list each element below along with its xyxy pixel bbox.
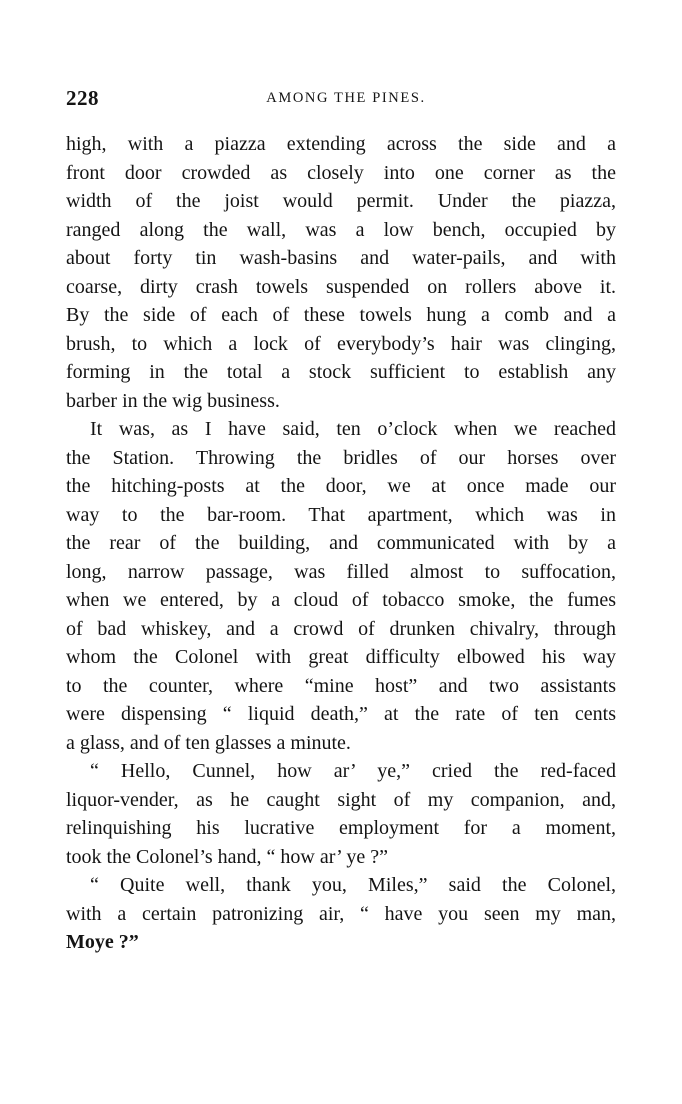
text-line: By the side of each of these towels hung a comb and a	[66, 304, 616, 326]
text-line: forming in the total a stock sufficient to establish any	[66, 361, 616, 383]
text-line: a glass, and of ten glasses a minute.	[66, 731, 351, 754]
running-head	[66, 86, 616, 112]
text-line: It was, as I have said, ten o’clock when we reached	[90, 418, 616, 440]
paragraph	[66, 415, 616, 757]
page-number: 228	[66, 86, 99, 110]
running-head-title: AMONG THE PINES.	[266, 90, 426, 106]
paragraph	[66, 871, 616, 957]
text-line: “ Hello, Cunnel, how ar’ ye,” cried the red-faced	[90, 760, 616, 782]
text-line: whom the Colonel with great difficulty elbowed his way	[66, 646, 616, 668]
text-line: when we entered, by a cloud of tobacco smoke, the fumes	[66, 589, 616, 611]
body-text	[66, 130, 616, 957]
text-line: long, narrow passage, was filled almost to suffocation,	[66, 560, 616, 583]
paragraph	[66, 130, 616, 415]
text-line: front door crowded as closely into one corner as the	[66, 161, 616, 184]
text-line: with a certain patronizing air, “ have you seen my man,	[66, 902, 616, 925]
text-line: took the Colonel’s hand, “ how ar’ ye ?”	[66, 845, 388, 868]
text-line: the Station. Throwing the bridles of our horses over	[66, 446, 616, 469]
text-line: Moye ?”	[66, 931, 139, 953]
text-line: liquor-vender, as he caught sight of my companion, and,	[66, 788, 616, 811]
text-line: barber in the wig business.	[66, 389, 280, 412]
text-line: high, with a piazza extending across the side and a	[66, 133, 616, 155]
text-line: of bad whiskey, and a crowd of drunken chivalry, through	[66, 617, 616, 640]
text-line: the rear of the building, and communicated with by a	[66, 532, 616, 554]
text-line: the hitching-posts at the door, we at once made our	[66, 475, 616, 497]
text-line: about forty tin wash-basins and water-pails, and with	[66, 247, 616, 269]
paragraph	[66, 757, 616, 871]
text-line: “ Quite well, thank you, Miles,” said the Colonel,	[90, 874, 616, 896]
text-line: coarse, dirty crash towels suspended on rollers above it.	[66, 275, 616, 298]
text-line: ranged along the wall, was a low bench, occupied by	[66, 218, 616, 241]
text-line: relinquishing his lucrative employment for a moment,	[66, 817, 616, 839]
text-line: brush, to which a lock of everybody’s hair was clinging,	[66, 332, 616, 355]
text-line: width of the joist would permit. Under the piazza,	[66, 190, 616, 212]
text-line: to the counter, where “mine host” and two assistants	[66, 674, 616, 697]
text-line: way to the bar-room. That apartment, which was in	[66, 503, 616, 526]
text-line: were dispensing “ liquid death,” at the rate of ten cents	[66, 703, 616, 725]
